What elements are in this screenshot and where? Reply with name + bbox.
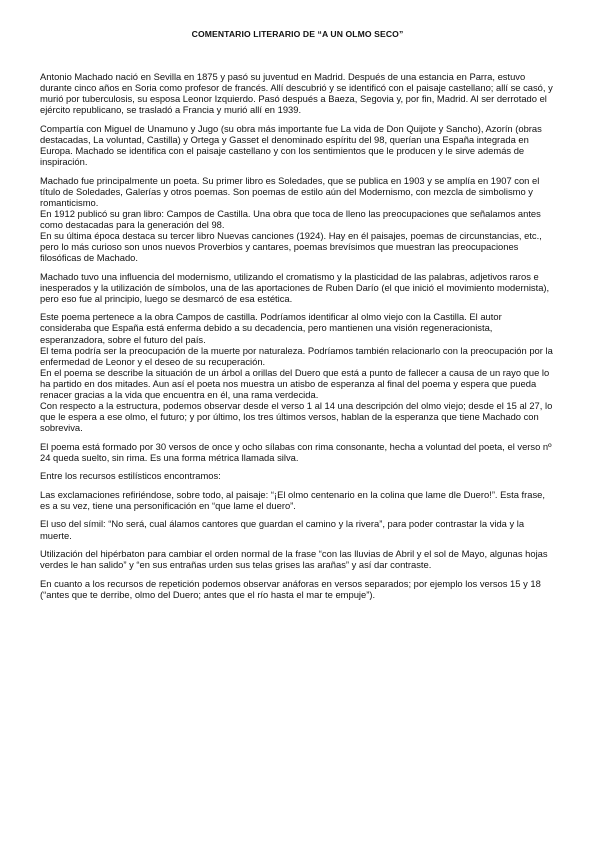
paragraph-structure: Con respecto a la estructura, podemos observar desde el verso 1 al 14 una descripción del olmo viejo; desde el 15 al 27, lo que le espera a ese olmo, el futuro; y por último, los tres últimos versos, hablan de la esperanza que tiene Machado con sobreviva. <box>40 400 553 434</box>
paragraph-exclamations: Las exclamaciones refiriéndose, sobre todo, al paisaje: “¡El olmo centenario en la colina que lame dle Duero!”. Esta frase, es a su vez, tiene una personificación en “que lame el duero”. <box>40 488 545 511</box>
paragraph-poem-context: Este poema pertenece a la obra Campos de castilla. Podríamos identificar al olmo viejo con la Castilla. El autor consideraba que España está enferma debido a su decadencia, pero mantienen una visión regeneracionista, esperanzadora, sobre el futuro del país. <box>40 311 502 345</box>
paragraph-anaphora: En cuanto a los recursos de repetición podemos observar anáforas en versos separados; por ejemplo los versos 15 y 18 (“antes que te derribe, olmo del Duero; antes que el río hasta el mar te empuje”). <box>40 577 541 600</box>
paragraph-generation-98: Compartía con Miguel de Unamuno y Jugo (su obra más importante fue La vida de Don Quijote y Sancho), Azorín (obras destacadas, La voluntad, Castilla) y Ortega y Gasset el denominado espíritu del 98, querían una España integrada en Europa. Machado se identifica con el paisaje castellano y con los sentimientos que le producen y le sirve además de inspiración. <box>40 122 542 168</box>
document-title: COMENTARIO LITERARIO DE “A UN OLMO SECO” <box>191 29 404 39</box>
paragraph-campos-castilla: En 1912 publicó su gran libro: Campos de Castilla. Una obra que toca de lleno las preocupaciones que señalamos antes como destacadas para la generación del 98. <box>40 207 541 230</box>
paragraph-metrics: El poema está formado por 30 versos de once y ocho sílabas con rima consonante, hecha a voluntad del poeta, el verso nº 24 queda suelto, sin rima. Es una forma métrica llamada silva. <box>40 440 552 463</box>
paragraph-description: En el poema se describe la situación de un árbol a orillas del Duero que está a punto de fallecer a causa de un rayo que lo ha partido en dos mitades. Aun así el poeta nos muestra un atisbo de esperanza al final del poema y espera que pueda renacer gracias a la vida que encuentra en él, una rama verdecida. <box>40 366 550 400</box>
paragraph-modernism: Machado tuvo una influencia del modernismo, utilizando el cromatismo y la plasticidad de las palabras, adjetivos raros e inesperados y la utilización de símbolos, una de las aportaciones de Ruben Darío (el que inició el movimiento modernista), pero eso fue al principio, luego se desmarcó de esa estética. <box>40 270 550 304</box>
paragraph-theme: El tema podría ser la preocupación de la muerte por naturaleza. Podríamos también relacionarlo con la preocupación por la enfermedad de Leonor y el deseo de su recuperación. <box>40 344 553 367</box>
paragraph-resources-intro: Entre los recursos estilísticos encontramos: <box>40 470 221 482</box>
paragraph-nuevas-canciones: En su última época destaca su tercer libro Nuevas canciones (1924). Hay en él paisajes, poemas de circunstancias, etc., pero lo más curioso son unos nuevos Proverbios y cantares, poemas brevísimos que muestran las preocupaciones filosóficas de Machado. <box>40 230 542 264</box>
document-body <box>40 71 555 607</box>
paragraph-simile: El uso del símil: “No será, cual álamos cantores que guardan el camino y la rivera”, para poder contrastar la vida y la muerte. <box>40 518 525 541</box>
paragraph-hyperbaton: Utilización del hipérbaton para cambiar el orden normal de la frase “con las lluvias de Abril y el sol de Mayo, algunas hojas verdes le han salido” y “en sus entrañas urden sus telas grises las arañas” y así dar contraste. <box>40 547 548 571</box>
paragraph-biography: Antonio Machado nació en Sevilla en 1875 y pasó su juventud en Madrid. Después de una estancia en Parra, estuvo durante cinco años en Soria como profesor de francés. Allí descubrió y se identificó con el paisaje castellano; allí se casó, y murió por tuberculosis, su esposa Leonor Izquierdo. Pasó después a Baeza, Segovia y, por fin, Madrid. Al ser derrotado el ejército republicano, se trasladó a Francia y murió allí en 1939. <box>40 71 553 116</box>
paragraph-soledades: Machado fue principalmente un poeta. Su primer libro es Soledades, que se publica en 1903 y se amplía en 1907 con el título de Soledades, Galerías y otros poemas. Son poemas de estilo aún del Modernismo, con mezcla de simbolismo y romanticismo. <box>40 174 540 208</box>
